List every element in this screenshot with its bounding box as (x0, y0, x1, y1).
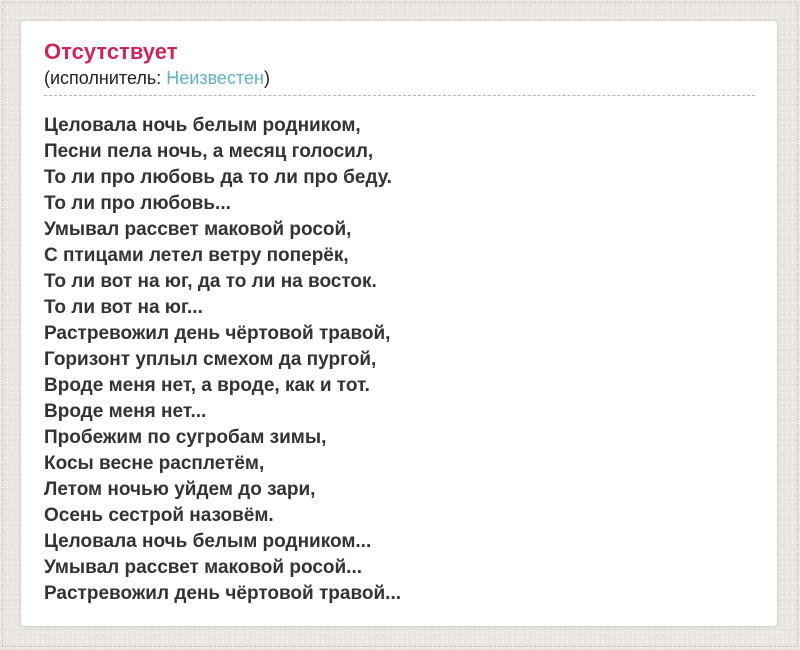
lyric-line: Косы весне расплетём, (44, 453, 265, 474)
lyric-line: Осень сестрой назовём. (44, 505, 274, 526)
lyric-line: Умывал рассвет маковой росой, (44, 219, 352, 240)
lyric-line: С птицами летел ветру поперёк, (44, 245, 349, 266)
lyric-line: То ли про любовь да то ли про беду. (44, 167, 392, 188)
lyric-line: То ли вот на юг... (44, 297, 203, 318)
lyric-line: То ли вот на юг, да то ли на восток. (44, 271, 377, 292)
lyric-line: Вроде меня нет, а вроде, как и тот. (44, 375, 370, 396)
lyric-line: Пробежим по сугробам зимы, (44, 427, 327, 448)
lyric-line: Целовала ночь белым родником, (44, 115, 361, 136)
lyric-line: Горизонт уплыл смехом да пургой, (44, 349, 377, 370)
lyric-line: Летом ночью уйдем до зари, (44, 479, 316, 500)
lyrics-text (44, 113, 755, 607)
artist-link[interactable]: Неизвестен (166, 68, 264, 88)
lyric-line: То ли про любовь... (44, 193, 231, 214)
artist-line (44, 68, 755, 89)
artist-label: (исполнитель: (44, 68, 167, 88)
lyric-line: Вроде меня нет... (44, 401, 207, 422)
lyric-line: Растревожил день чёртовой травой, (44, 323, 391, 344)
song-header (44, 39, 755, 96)
song-title: Отсутствует (44, 39, 178, 64)
lyric-line: Песни пела ночь, а месяц голосил, (44, 141, 374, 162)
lyric-line: Умывал рассвет маковой росой... (44, 557, 363, 578)
lyric-line: Растревожил день чёртовой травой... (44, 583, 402, 604)
lyrics-card (20, 20, 778, 627)
lyric-line: Целовала ночь белым родником... (44, 531, 372, 552)
artist-suffix: ) (263, 68, 270, 88)
